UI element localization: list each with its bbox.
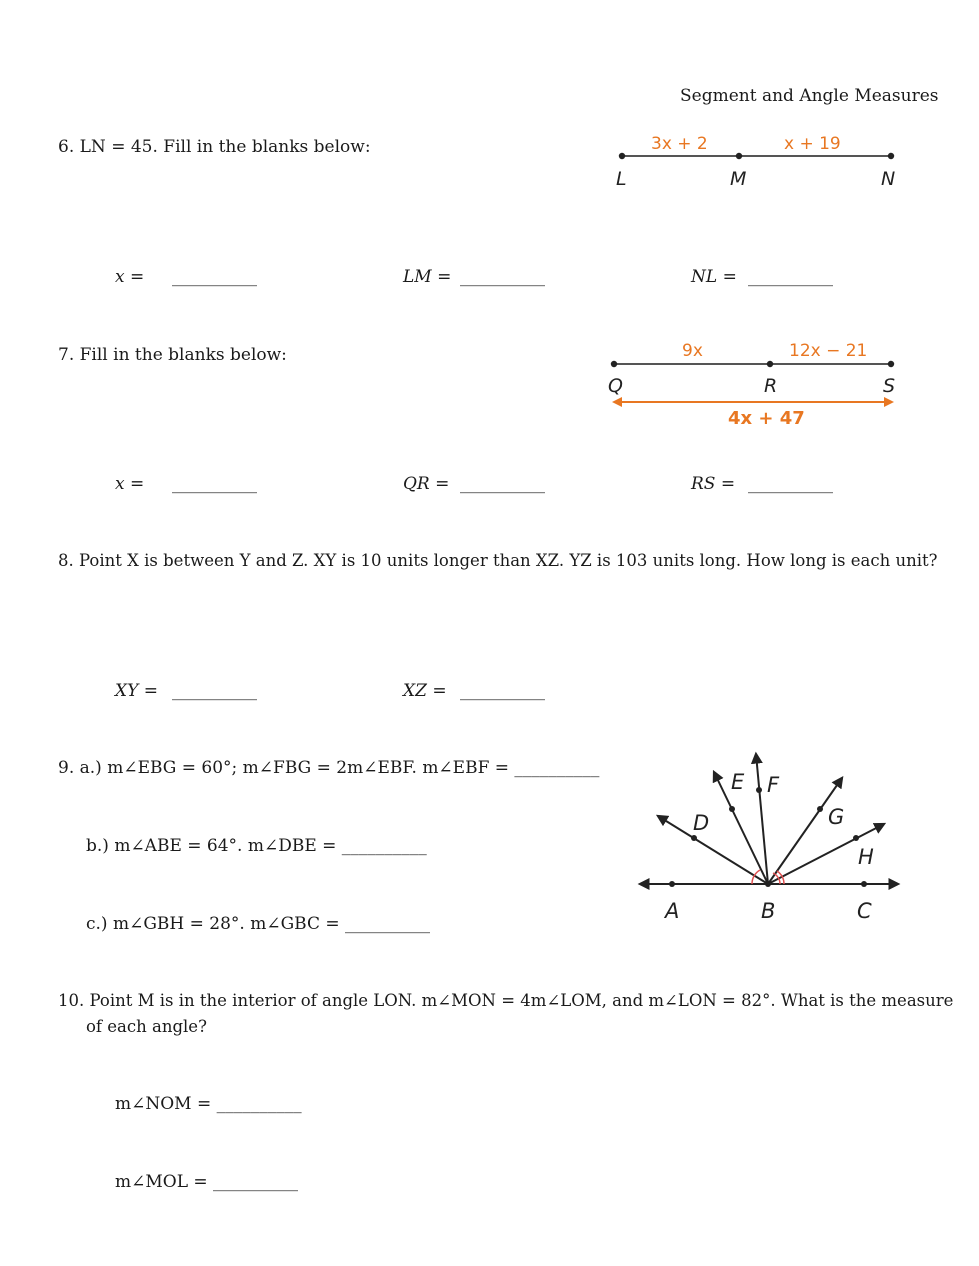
- question-9a-text: 9. a.) m∠EBG = 60°; m∠FBG = 2m∠EBF. m∠EBF = __________: [58, 758, 600, 778]
- q6-answer-x-label: x =: [115, 267, 145, 287]
- q6-answer-nl-label: NL =: [691, 267, 737, 287]
- question-9c-text: c.) m∠GBH = 28°. m∠GBC = __________: [86, 914, 431, 934]
- label-point-b: B: [761, 899, 776, 923]
- segment-diagram-lmn: [608, 128, 908, 192]
- point-e: [729, 806, 735, 812]
- q7-answer-x-blank[interactable]: __________: [172, 474, 257, 494]
- q10-answer-mol[interactable]: m∠MOL = __________: [115, 1172, 299, 1192]
- label-point-g: G: [828, 805, 845, 829]
- label-9x: 9x: [682, 341, 703, 361]
- point-a: [669, 881, 675, 887]
- label-point-e: E: [731, 770, 745, 794]
- q8-answer-xy-blank[interactable]: __________: [172, 681, 257, 701]
- label-point-d: D: [693, 811, 710, 835]
- q8-answer-xz-label: XZ =: [403, 681, 447, 701]
- q8-answer-xy-label: XY =: [115, 681, 158, 701]
- label-point-q: Q: [608, 375, 623, 397]
- label-4x-plus-47: 4x + 47: [728, 408, 805, 429]
- page-title: Segment and Angle Measures: [680, 86, 939, 106]
- question-10-line-2: of each angle?: [86, 1017, 207, 1036]
- ray-bg: [768, 778, 845, 884]
- point-h: [853, 835, 859, 841]
- point-n: [888, 153, 894, 159]
- label-12x-minus-21: 12x − 21: [789, 341, 868, 361]
- question-10-line-1: 10. Point M is in the interior of angle LON. m∠MON = 4m∠LOM, and m∠LON = 82°. What is the measure: [58, 991, 954, 1010]
- label-point-a: A: [665, 899, 680, 923]
- question-8-text: 8. Point X is between Y and Z. XY is 10 units longer than XZ. YZ is 103 units long. How long is each unit?: [58, 551, 938, 570]
- point-m: [736, 153, 742, 159]
- label-point-l: L: [616, 168, 627, 190]
- point-q: [611, 361, 617, 367]
- q10-answer-nom[interactable]: m∠NOM = __________: [115, 1094, 302, 1114]
- point-c: [861, 881, 867, 887]
- q6-answer-nl-blank[interactable]: __________: [748, 267, 833, 287]
- label-x-plus-19: x + 19: [784, 134, 841, 154]
- segment-diagram-qrs: [600, 334, 910, 434]
- label-3x-plus-2: 3x + 2: [651, 134, 708, 154]
- q7-answer-rs-label: RS =: [691, 474, 736, 494]
- angle-diagram: [630, 746, 910, 926]
- label-point-h: H: [858, 845, 874, 869]
- point-f: [756, 787, 762, 793]
- label-point-n: N: [881, 168, 896, 190]
- q7-answer-rs-blank[interactable]: __________: [748, 474, 833, 494]
- label-point-s: S: [883, 375, 896, 397]
- q6-answer-lm-blank[interactable]: __________: [460, 267, 545, 287]
- question-6-text: 6. LN = 45. Fill in the blanks below:: [58, 137, 371, 157]
- q7-answer-qr-label: QR =: [403, 474, 450, 494]
- q6-answer-x-blank[interactable]: __________: [172, 267, 257, 287]
- q7-answer-x-label: x =: [115, 474, 145, 494]
- point-d: [691, 835, 697, 841]
- q7-answer-qr-blank[interactable]: __________: [460, 474, 545, 494]
- label-point-r: R: [764, 375, 778, 397]
- point-r: [767, 361, 773, 367]
- label-point-m: M: [730, 168, 747, 190]
- point-g: [817, 806, 823, 812]
- q8-answer-xz-blank[interactable]: __________: [460, 681, 545, 701]
- q6-answer-lm-label: LM =: [403, 267, 452, 287]
- question-9b-text: b.) m∠ABE = 64°. m∠DBE = __________: [86, 836, 427, 856]
- point-s: [888, 361, 894, 367]
- label-point-f: F: [767, 773, 780, 797]
- label-point-c: C: [857, 899, 872, 923]
- point-l: [619, 153, 625, 159]
- question-7-text: 7. Fill in the blanks below:: [58, 345, 287, 365]
